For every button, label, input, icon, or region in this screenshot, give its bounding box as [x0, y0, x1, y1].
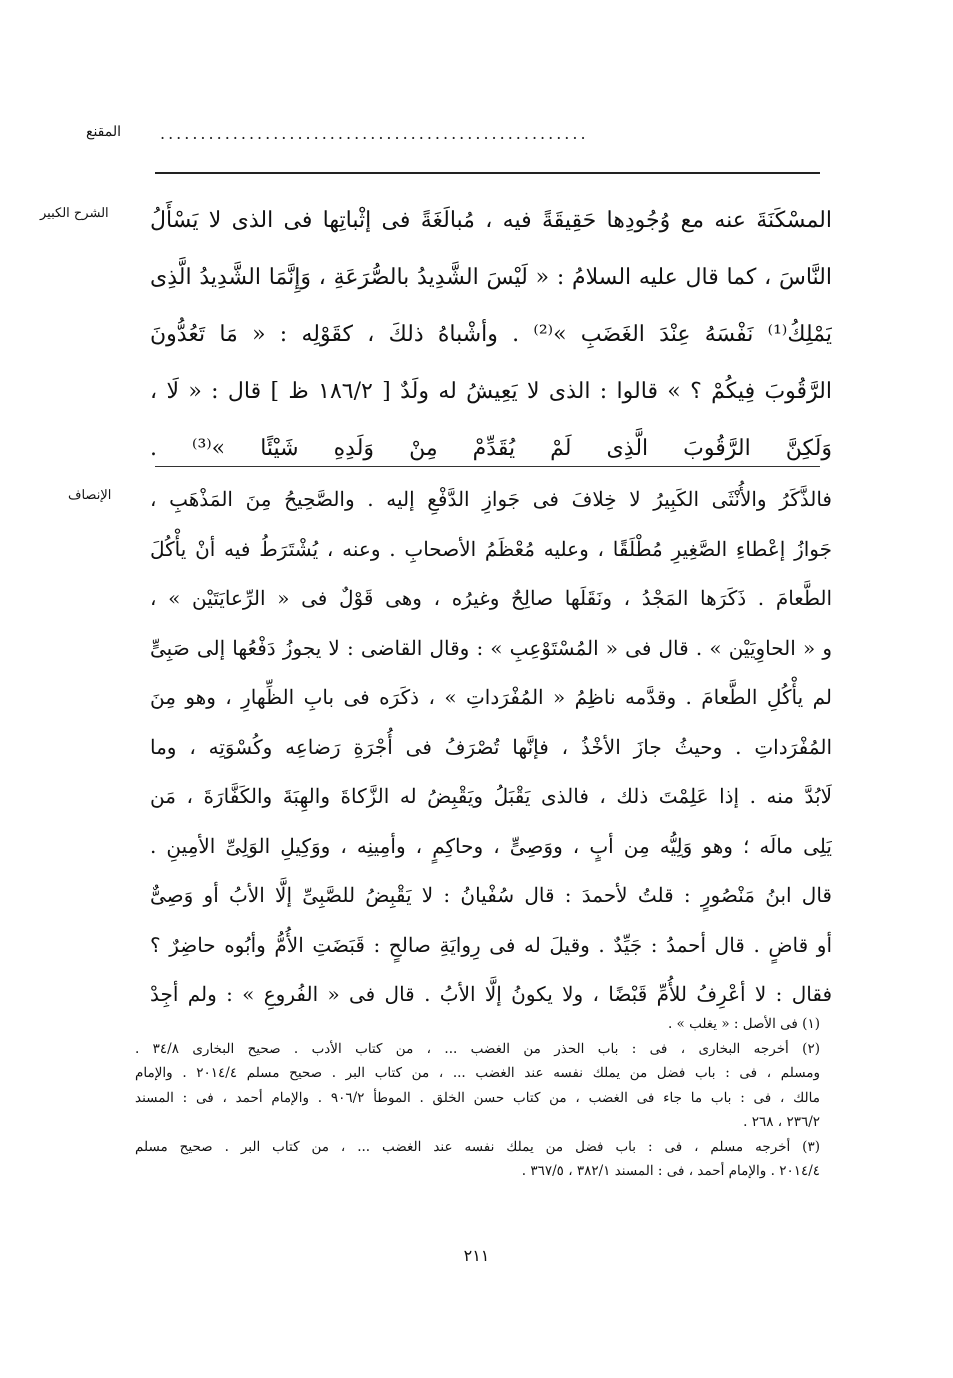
footnote-line: (٢) أخرجه البخارى ، فى : باب الحذر من الغضب ... ، من كتاب الأدب . صحيح البخارى ٣٤/٨ . [135, 1040, 820, 1057]
running-header-title: المقنع [86, 124, 122, 140]
text-line: لم يأْكُلِ الطَّعامَ . وقدَّمه ناظِمُ « المُفْرَداتِ » ، ذكَرَه فى بابِ الظِّهارِ ، وهو مِنَ [150, 685, 832, 709]
footnotes [135, 1012, 820, 1184]
footnote-line: مالك ، فى : باب ما جاء فى الغضب ، من كتاب حسن الخلق . الموطأ ٩٠٦/٢ . والإمام أحمد ، فى : المسند [135, 1089, 820, 1106]
footnote-line: ٢٠١٤/٤ . والإمام أحمد ، فى : المسند ٣٨٢/١ ، ٣٦٧/٥ . [521, 1163, 820, 1179]
text-line: يَمْلِكُ⁽¹⁾ نَفْسَهُ عِنْدَ الغَضَبِ »⁽²⁾ . وأشْباهُ ذلكَ ، كقَوْلِه : « مَا تَعُدُّونَ [150, 322, 832, 347]
text-line: الرَّقُوبَ فِيكُمْ ؟ » قالوا : الذى لا يَعِيشُ له ولَدٌ [ ١٨٦/٢ ظ ] قال : « لَا ، [150, 379, 832, 404]
section-label-insaf: الإنصاف [68, 488, 112, 503]
sharh-text-block [150, 192, 832, 477]
text-line: يَلِى مالَه ؛ وهو وَلِيُّه مِن أبٍ ، ووَصِىٍّ ، وحاكِمٍ ، وأمِينِه ، ووَكِيلِ الوَلِىِّ الأمِينِ . [150, 833, 832, 858]
insaf-text-block [150, 475, 832, 1020]
header-dot-leader: ..................................................... [160, 124, 589, 143]
text-line: فقال : لا أعْرِفُ للأُمِّ قَبْضًا ، ولا يكونُ إلَّا الأبُ . قال فى « الفُروعِ » : ولم أجِدْ [150, 982, 832, 1006]
footnote-line: (١) فى الأصل : « يغلب » . [667, 1016, 820, 1032]
footnote-line: ٢٣٦/٢ ، ٢٦٨ . [743, 1114, 820, 1130]
text-line: المسْكَنَةَ عنه مع وُجُودِها حَقِيقَةً فيه ، مُبالَغَةً فى إثْباتِها فى الذى لا يَسْأَلُ [150, 208, 832, 233]
text-line: قال ابنُ مَنْصُورٍ : قلتُ لأحمدَ : قال سُفْيانُ : لا يَقْبِضُ للصَّبِىِّ إلَّا الأبُ أو وَصِىٌّ [150, 883, 832, 907]
text-line: الطَّعامَ . ذَكَرَها المَجْدُ ، ونَقَلَها صالِحٌ وغيرُه ، وهى قَوْلٌ فى « الرِّعايَتَيْن » ، [150, 586, 832, 610]
page-number: ٢١١ [463, 1246, 490, 1265]
section-label-sharh: الشرح الكبير [40, 206, 109, 221]
header-rule [155, 172, 820, 174]
footnote-line: ومسلم ، فى : باب فضل من يملك نفسه عند الغضب ... ، من كتاب البر . صحيح مسلم ٢٠١٤/٤ . والإمام [135, 1065, 820, 1081]
text-line: جَوازُ إعْطاءِ الصَّغِيرِ مُطْلَقًا ، وعليه مُعْظَمُ الأصحابِ . وعنه ، يُشْتَرَطُ فيه أنْ يأْكُلَ [150, 536, 832, 561]
text-line: المُفْرَداتِ . وحيثُ جازَ الأخْذُ ، فإنَّها تُصْرَفُ فى أُجْرَةِ رَضاعِه وكُسْوَتِه ، وما [150, 734, 832, 759]
text-line: أو قاضٍ . قال أحمدُ : جَيِّدٌ . وقيلَ له فى رِوايَةِ صالحٍ : قَبَضَتِ الأُمُّ وأبُوه حاضِرٌ ؟ [150, 932, 832, 957]
text-line: النَّاسَ ، كما قال عليه السلامُ : « لَيْسَ الشَّدِيدُ بالصُّرَعَةِ ، وَإِنَّمَا الشَّدِيدُ الَّذِى [150, 265, 832, 290]
text-line: لَابُدَّ منه . إذا عَلِمْتَ ذلك ، فالذى يَقْبَلُ ويَقْبِضُ له الزَّكاةَ والهِبَةَ والكَفَّارَةَ ، مَن [150, 784, 832, 808]
text-line: وَلَكِنَّ الرَّقُوبَ الَّذِى لَمْ يُقَدِّمْ مِنْ وَلَدِهِ شَيْئًا »⁽³⁾ . [150, 436, 832, 461]
section-divider [155, 466, 820, 467]
text-line: و « الحاوِيَيْن » . قال فى « المُسْتَوْعِبِ » : وقال القاضى : لا يجوزُ دَفْعُها إلى صَبِىٍّ [150, 635, 832, 660]
footnote-line: (٣) أخرجه مسلم ، فى : باب فضل من يملك نفسه عند الغضب ... ، من كتاب البر . صحيح مسلم [135, 1138, 820, 1155]
text-line: فالذَّكَرُ والأُنْثَى الكَبِيرُ لا خِلافَ فى جَوازِ الدَّفْعِ إليه . والصَّحِيحُ مِنَ المَذْهَبِ ، [150, 487, 832, 511]
